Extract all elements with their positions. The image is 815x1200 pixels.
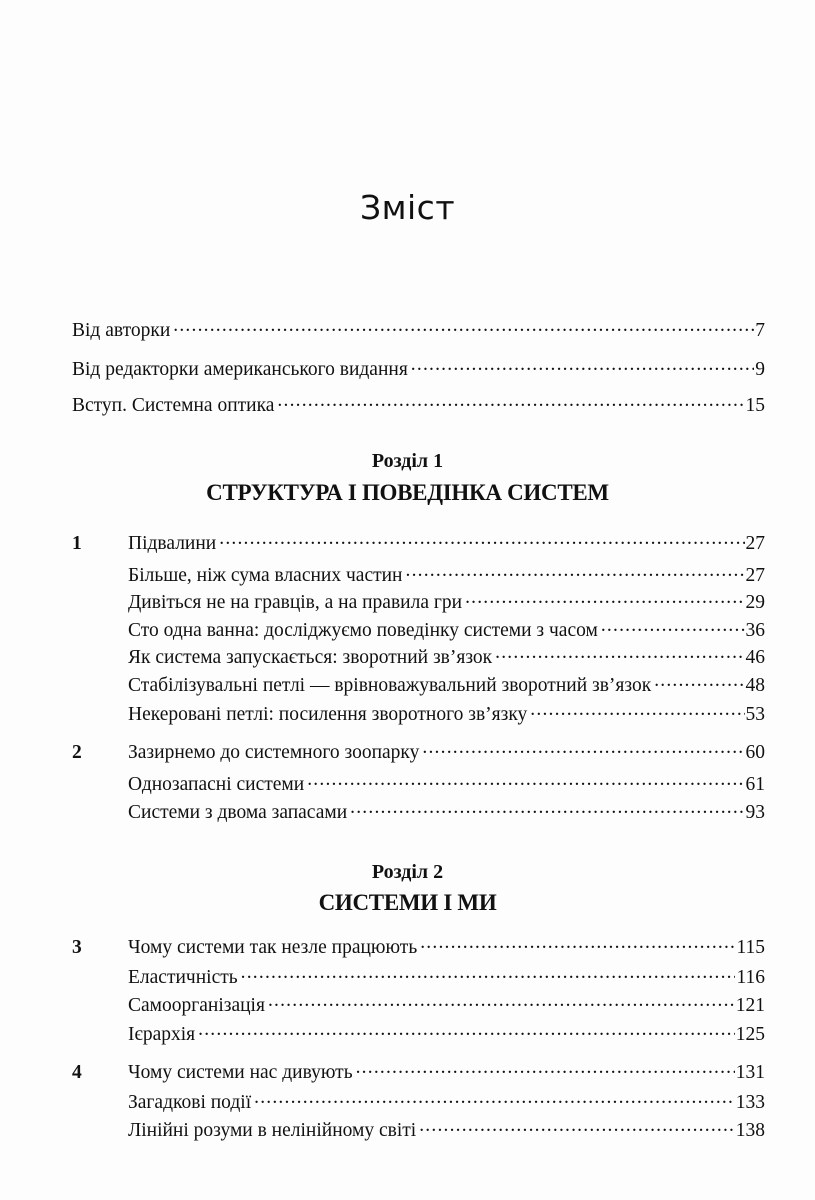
toc-entry-page: 9 <box>755 358 765 380</box>
toc-entry-label: Некеровані петлі: посилення зворотного зв’язку <box>128 703 528 725</box>
toc-subentry <box>128 700 765 727</box>
toc-subentry <box>128 798 765 825</box>
dot-leader <box>307 770 744 790</box>
dot-leader <box>411 355 754 375</box>
toc-entry-label: Від редакторки американського видання <box>72 358 408 380</box>
toc-chapter-2 <box>72 738 765 765</box>
toc-entry-label: Ієрархія <box>128 1023 196 1045</box>
toc-entry-page: 125 <box>735 1023 765 1045</box>
toc-entry-label: Підвалини <box>128 532 217 554</box>
dot-leader <box>350 798 744 818</box>
toc-entry-label: Лінійні розуми в нелінійному світі <box>128 1119 417 1141</box>
dot-leader <box>219 529 744 549</box>
dot-leader <box>422 738 744 758</box>
toc-subentry <box>128 1116 765 1143</box>
toc-entry-page: 116 <box>736 966 765 988</box>
toc-chapter-3 <box>72 933 765 960</box>
toc-subentry <box>128 616 765 643</box>
section-kicker: Розділ 2 <box>371 861 444 883</box>
dot-leader <box>419 1116 735 1136</box>
dot-leader <box>420 933 735 953</box>
dot-leader <box>268 991 735 1011</box>
toc-subentry <box>128 588 765 615</box>
toc-entry-page: 138 <box>735 1119 765 1141</box>
dot-leader <box>654 671 744 691</box>
toc-entry-front-1 <box>72 316 765 343</box>
toc-entry-front-3 <box>72 391 765 418</box>
toc-entry-page: 15 <box>745 394 765 416</box>
dot-leader <box>495 643 744 663</box>
chapter-number: 1 <box>72 532 82 554</box>
toc-subentry <box>128 770 765 797</box>
toc-entry-label: Системи з двома запасами <box>128 801 348 823</box>
section-title: СТРУКТУРА І ПОВЕДІНКА СИСТЕМ <box>206 480 609 505</box>
toc-chapter-1 <box>72 529 765 556</box>
toc-entry-label: Як система запускається: зворотний зв’язок <box>128 646 493 668</box>
toc-entry-page: 27 <box>745 532 765 554</box>
toc-entry-front-2 <box>72 355 765 382</box>
chapter-number: 2 <box>72 741 82 763</box>
chapter-number: 4 <box>72 1061 82 1083</box>
toc-chapter-4 <box>72 1058 765 1085</box>
toc-entry-page: 53 <box>745 703 765 725</box>
toc-entry-page: 7 <box>755 319 765 341</box>
dot-leader <box>241 963 736 983</box>
dot-leader <box>254 1088 735 1108</box>
toc-subentry <box>128 991 765 1018</box>
toc-entry-page: 131 <box>735 1061 765 1083</box>
toc-subentry <box>128 561 765 588</box>
toc-entry-label: Еластичність <box>128 966 238 988</box>
toc-entry-page: 46 <box>745 646 765 668</box>
section-kicker: Розділ 1 <box>371 450 444 472</box>
toc-entry-label: Чому системи так незле працюють <box>128 936 418 958</box>
toc-entry-label: Стабілізувальні петлі — врівноважувальний зворотний зв’язок <box>128 674 652 696</box>
toc-entry-page: 48 <box>745 674 765 696</box>
toc-entry-page: 115 <box>736 936 765 958</box>
toc-subentry <box>128 643 765 670</box>
toc-entry-label: Сто одна ванна: досліджуємо поведінку системи з часом <box>128 619 598 641</box>
toc-entry-page: 60 <box>745 741 765 763</box>
dot-leader <box>277 391 744 411</box>
page-title: Зміст <box>359 188 456 228</box>
dot-leader <box>465 588 744 608</box>
toc-entry-label: Дивіться не на гравців, а на правила гри <box>128 591 463 613</box>
toc-entry-page: 29 <box>745 591 765 613</box>
toc-entry-page: 27 <box>745 564 765 586</box>
chapter-number: 3 <box>72 936 82 958</box>
toc-subentry <box>128 1020 765 1047</box>
toc-entry-label: Зазирнемо до системного зоопарку <box>128 741 420 763</box>
toc-entry-page: 36 <box>745 619 765 641</box>
toc-entry-label: Вступ. Системна оптика <box>72 394 275 416</box>
toc-subentry <box>128 963 765 990</box>
toc-entry-page: 133 <box>735 1091 765 1113</box>
dot-leader <box>406 561 745 581</box>
toc-entry-label: Самоорганізація <box>128 994 265 1016</box>
toc-subentry <box>128 671 765 698</box>
dot-leader <box>356 1058 735 1078</box>
toc-entry-page: 61 <box>745 773 765 795</box>
toc-entry-label: Однозапасні системи <box>128 773 305 795</box>
toc-subentry <box>128 1088 765 1115</box>
toc-entry-label: Більше, ніж сума власних частин <box>128 564 403 586</box>
dot-leader <box>198 1020 735 1040</box>
dot-leader <box>173 316 754 336</box>
toc-entry-page: 93 <box>745 801 765 823</box>
toc-entry-label: Від авторки <box>72 319 171 341</box>
section-title: СИСТЕМИ І МИ <box>318 890 497 915</box>
toc-entry-label: Чому системи нас дивують <box>128 1061 353 1083</box>
toc-entry-label: Загадкові події <box>128 1091 252 1113</box>
toc-entry-page: 121 <box>735 994 765 1016</box>
dot-leader <box>601 616 745 636</box>
dot-leader <box>530 700 744 720</box>
